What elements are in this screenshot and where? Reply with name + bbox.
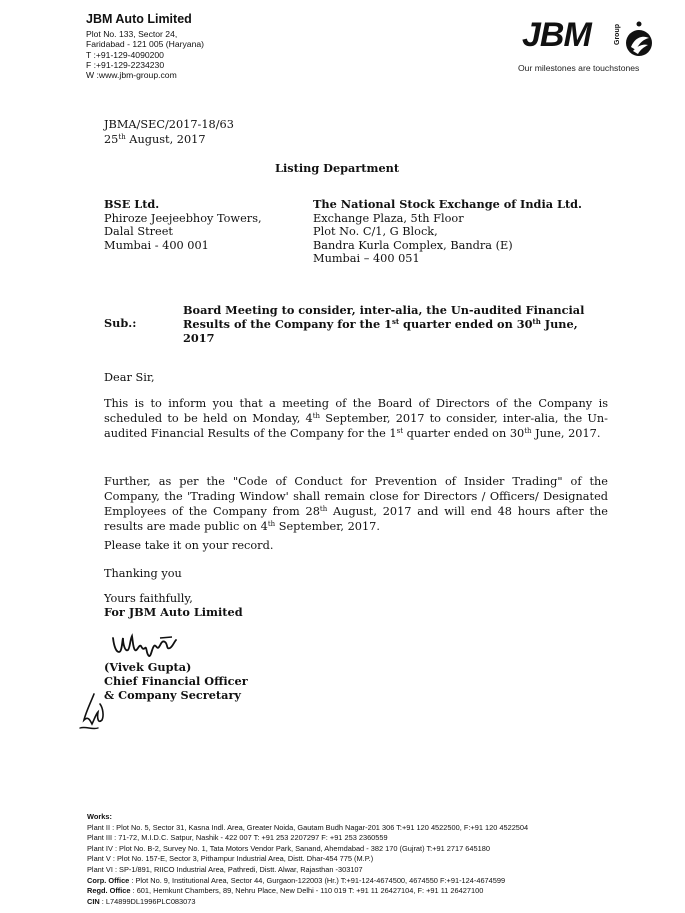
para-part: quarter ended on 30	[403, 427, 525, 440]
letter-date	[104, 133, 206, 147]
plant-text: : Plot No. B-2, Survey No. 1, Tata Motors Vendor Park, Sanand, Ahemdabad - 382 170 (Gujrat) T:+91 2717 645180	[114, 843, 490, 853]
signature-icon	[110, 630, 180, 658]
address-line: F :+91-129-2234230	[86, 59, 165, 70]
regd-text: : 601, Hemkunt Chambers, 89, Nehru Place, New Delhi - 110 019 T: +91 11 26427104, F: +91 11 26427100	[130, 886, 484, 896]
recipient-nse-line: Exchange Plaza, 5th Floor	[313, 211, 464, 225]
para-part: August, 2017 and will end 48 hours after the results are made public on 4	[104, 505, 608, 533]
para-part: September, 2017.	[275, 520, 380, 533]
address-line: W :www.jbm-group.com	[86, 70, 177, 81]
salutation: Dear Sir,	[104, 371, 155, 384]
plant-label: Plant II	[87, 822, 113, 832]
para-sup: st	[396, 427, 404, 435]
subject-sup: st	[391, 317, 400, 327]
address-line: Faridabad - 121 005 (Haryana)	[86, 39, 204, 50]
subject-line: 2017	[183, 331, 215, 346]
jbm-emblem-icon	[622, 20, 656, 58]
body-paragraph-3: Please take it on your record.	[104, 539, 274, 552]
footer-heading: Works:	[87, 812, 112, 821]
regd-label: Regd. Office	[87, 886, 131, 896]
subject-line	[183, 317, 608, 331]
cin-text: : L74899DL1996PLC083073	[99, 896, 196, 906]
recipient-bse-name: BSE Ltd.	[104, 197, 160, 211]
body-paragraph-2	[104, 474, 608, 534]
subject-part: Results of the Company for the 1	[183, 317, 392, 332]
corp-label: Corp. Office	[87, 875, 130, 885]
para-sup: th	[524, 427, 532, 435]
letter-reference: JBMA/SEC/2017-18/63	[104, 118, 234, 131]
para-part: June, 2017.	[531, 427, 601, 440]
recipient-nse-name: The National Stock Exchange of India Ltd.	[313, 197, 582, 211]
corp-text: : Plot No. 9, Institutional Area, Sector 44, Gurgaon-122003 (Hr.) T:+91-124-4674500, 4674550 F:+91-124-4674599	[129, 875, 506, 885]
initials-icon	[76, 690, 112, 736]
para-sup: th	[319, 505, 328, 513]
plant-text: : Plot No. 5, Sector 31, Kasna Indl. Area, Greater Noida, Gautam Budh Nagar-201 306 T:+91 120 4522500, F:+91 120 4522504	[112, 822, 529, 832]
cin-label: CIN	[87, 896, 100, 906]
plant-text: : SP-1/891, RIICO Industrial Area, Pathredi, Distt. Alwar, Rajasthan -303107	[114, 864, 363, 874]
subject-part: quarter ended on 30	[399, 317, 533, 332]
closing-thanks: Thanking you	[104, 567, 182, 580]
plant-label: Plant VI	[87, 864, 115, 874]
logo-wordmark: JBM	[522, 16, 591, 54]
signatory-title: Chief Financial Officer	[104, 674, 248, 688]
date-day: 25	[104, 133, 119, 146]
recipient-nse-line: Plot No. C/1, G Block,	[313, 225, 438, 239]
address-line: T :+91-129-4090200	[86, 49, 164, 60]
date-sup: th	[118, 133, 126, 141]
date-rest: August, 2017	[125, 133, 206, 146]
subject-label: Sub.:	[104, 316, 137, 330]
recipient-nse	[313, 198, 582, 266]
subject-line: Board Meeting to consider, inter-alia, the Un-audited Financial	[183, 303, 585, 317]
company-address	[86, 29, 204, 80]
letterhead-footer	[87, 812, 672, 907]
company-name: JBM Auto Limited	[86, 12, 192, 26]
logo-group-text: Group	[614, 24, 621, 45]
para-sup: th	[267, 520, 276, 528]
para-part: September, 2017 to consider, inter-alia, the Un-audited Financial Results of the Company for the 1	[104, 412, 608, 440]
department-heading: Listing Department	[275, 161, 400, 175]
plant-text: : Plot No. 157-E, Sector 3, Pithampur Industrial Area, Distt. Dhar-454 775 (M.P.)	[112, 854, 374, 864]
closing-yours: Yours faithfully,	[104, 592, 193, 605]
signatory-title: & Company Secretary	[104, 688, 241, 702]
recipient-bse-line: Dalal Street	[104, 225, 173, 239]
signatory-name: (Vivek Gupta)	[104, 660, 192, 674]
para-part: This is to inform you that a meeting of the Board of Directors of the Company is scheduled to be held on Monday, 4	[104, 397, 608, 425]
footer-cin	[87, 897, 672, 908]
footer-plant-line	[87, 833, 672, 844]
logo-tagline: Our milestones are touchstones	[518, 63, 640, 73]
para-part: Further, as per the "Code of Conduct for Prevention of Insider Trading" of the Company, the 'Trading Window' shall remain close for Directors / Officers/ Designated Employees of the Company from 28	[104, 475, 608, 518]
subject-text	[183, 303, 608, 346]
recipient-nse-line: Bandra Kurla Complex, Bandra (E)	[313, 238, 513, 252]
body-paragraph-1	[104, 396, 608, 441]
plant-label: Plant V	[87, 854, 113, 864]
recipient-bse-line: Mumbai - 400 001	[104, 238, 209, 252]
recipient-nse-line: Mumbai – 400 051	[313, 252, 420, 266]
plant-label: Plant IV	[87, 843, 115, 853]
footer-regd-office	[87, 886, 672, 897]
closing-company: For JBM Auto Limited	[104, 605, 243, 619]
jbm-logo	[518, 12, 668, 74]
plant-text: : 71-72, M.I.D.C. Satpur, Nashik - 422 007 T: +91 253 2207297 F: +91 253 2360559	[114, 833, 388, 843]
footer-plant-line	[87, 854, 672, 865]
footer-plant-line	[87, 844, 672, 855]
plant-label: Plant III	[87, 833, 115, 843]
footer-plant-line	[87, 865, 672, 876]
footer-plant-line	[87, 823, 672, 834]
para-sup: th	[312, 412, 321, 420]
recipient-bse-line: Phiroze Jeejeebhoy Towers,	[104, 211, 262, 225]
footer-corp-office	[87, 876, 672, 887]
address-line: Plot No. 133, Sector 24,	[86, 29, 178, 39]
recipient-bse	[104, 198, 262, 252]
subject-part: June,	[540, 317, 578, 332]
subject-sup: th	[532, 317, 541, 327]
